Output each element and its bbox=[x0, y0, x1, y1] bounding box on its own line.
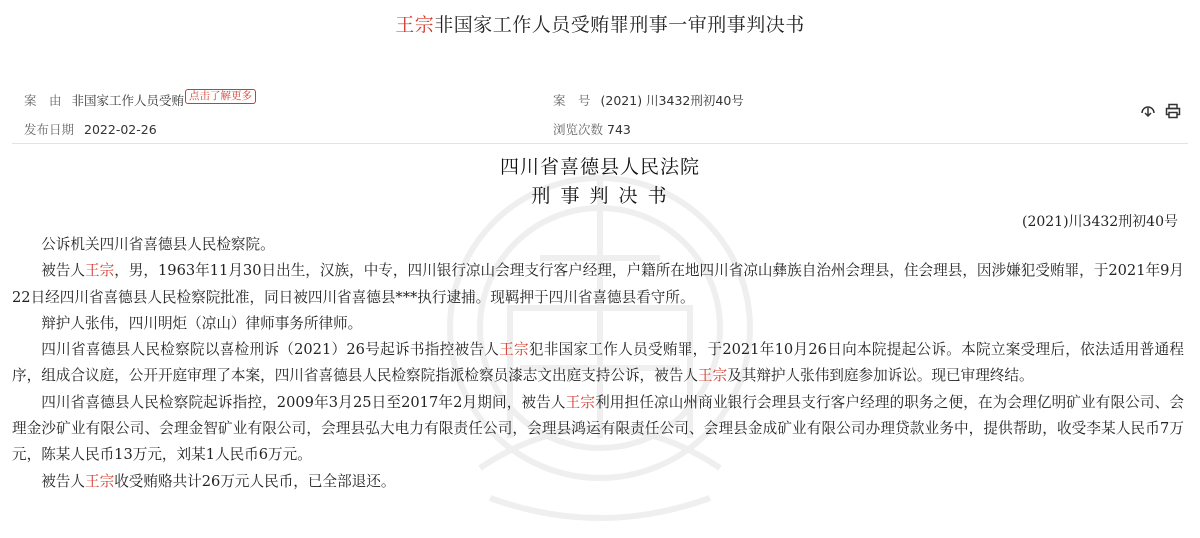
text-segment: 犯非国家工作人员受贿罪，于2021年10月26日向本院提起公诉。本院立案受理后，依法适用普通程序，组成合议庭，公开开庭审理了本案，四川省喜德县人民检察院指派检察员漆志文出庭支持公诉，被告人 bbox=[12, 341, 1184, 385]
court-name: 四川省喜德县人民法院 bbox=[499, 156, 700, 178]
defendant-name: 王宗 bbox=[697, 367, 728, 385]
document-case-number: (2021)川3432刑初40号 bbox=[1022, 214, 1178, 230]
case-cause-value: 非国家工作人员受贿 bbox=[71, 93, 185, 108]
text-segment: 利用担任凉山州商业银行会理县支行客户经理的职务之便，在为会理亿明矿业有限公司、会理金沙矿业有限公司、会理金智矿业有限公司，会理县弘大电力有限责任公司，会理县鸿运有限责任公司、会理县金成矿业有限公司办理贷款业务中，提供帮助，收受李某人民币7万元，陈某人民币13万元，刘某1人民币6万元。 bbox=[12, 393, 1184, 464]
paragraph-bribe-total bbox=[12, 469, 1184, 495]
page-title bbox=[0, 10, 1200, 37]
text-segment: 及其辩护人张伟到庭参加诉讼。现已审理终结。 bbox=[727, 367, 1034, 385]
case-cause-label: 案 由 bbox=[24, 93, 62, 108]
view-count bbox=[553, 120, 631, 138]
paragraph-defendant bbox=[12, 258, 1184, 311]
header-divider bbox=[12, 143, 1188, 144]
print-icon[interactable] bbox=[1165, 103, 1181, 119]
publish-date-value: 2022-02-26 bbox=[84, 122, 157, 137]
paragraph-charges bbox=[12, 390, 1184, 469]
defendant-name: 王宗 bbox=[85, 262, 115, 280]
paragraph-prosecutor: 公诉机关四川省喜德县人民检察院。 bbox=[41, 236, 275, 253]
case-number-value: (2021) 川3432刑初40号 bbox=[600, 93, 744, 108]
toolbar bbox=[1140, 103, 1185, 123]
text-segment: 四川省喜德县人民检察院起诉指控，2009年3月25日至2017年2月期间，被告人 bbox=[41, 393, 566, 411]
publish-date-label: 发布日期 bbox=[24, 122, 75, 137]
defendant-name: 王宗 bbox=[499, 341, 529, 359]
text-segment: 收受贿赂共计26万元人民币，已全部退还。 bbox=[114, 472, 396, 490]
paragraph-procedure bbox=[12, 337, 1184, 390]
document-type: 刑 事 判 决 书 bbox=[531, 185, 669, 207]
defendant-name: 王宗 bbox=[565, 393, 596, 411]
text-segment: 被告人 bbox=[41, 472, 85, 490]
text-segment: ，男，1963年11月30日出生，汉族，中专，四川银行凉山会理支行客户经理，户籍所在地四川省凉山彝族自治州会理县，住会理县，因涉嫌犯受贿罪，于2021年9月22日经四川省喜德县人民检察院批准，同日被四川省喜德县***执行逮捕。现羁押于四川省喜德县看守所。 bbox=[12, 262, 1184, 306]
case-number-label: 案 号 bbox=[553, 93, 591, 108]
case-cause bbox=[24, 91, 256, 110]
view-count-value: 743 bbox=[607, 122, 631, 137]
download-icon[interactable] bbox=[1140, 103, 1156, 119]
title-defendant-name: 王宗 bbox=[395, 14, 435, 36]
publish-date bbox=[24, 120, 157, 138]
text-segment: 被告人 bbox=[41, 262, 85, 280]
text-segment: 四川省喜德县人民检察院以喜检刑诉（2021）26号起诉书指控被告人 bbox=[41, 341, 500, 359]
title-text: 非国家工作人员受贿罪刑事一审刑事判决书 bbox=[434, 14, 805, 36]
judgment-body bbox=[12, 232, 1184, 495]
view-count-label: 浏览次数 bbox=[553, 122, 604, 137]
learn-more-tag[interactable]: 点击了解更多 bbox=[185, 89, 256, 104]
paragraph-defender: 辩护人张伟，四川明炬（凉山）律师事务所律师。 bbox=[41, 314, 363, 332]
defendant-name: 王宗 bbox=[84, 472, 115, 490]
case-number bbox=[553, 91, 744, 109]
